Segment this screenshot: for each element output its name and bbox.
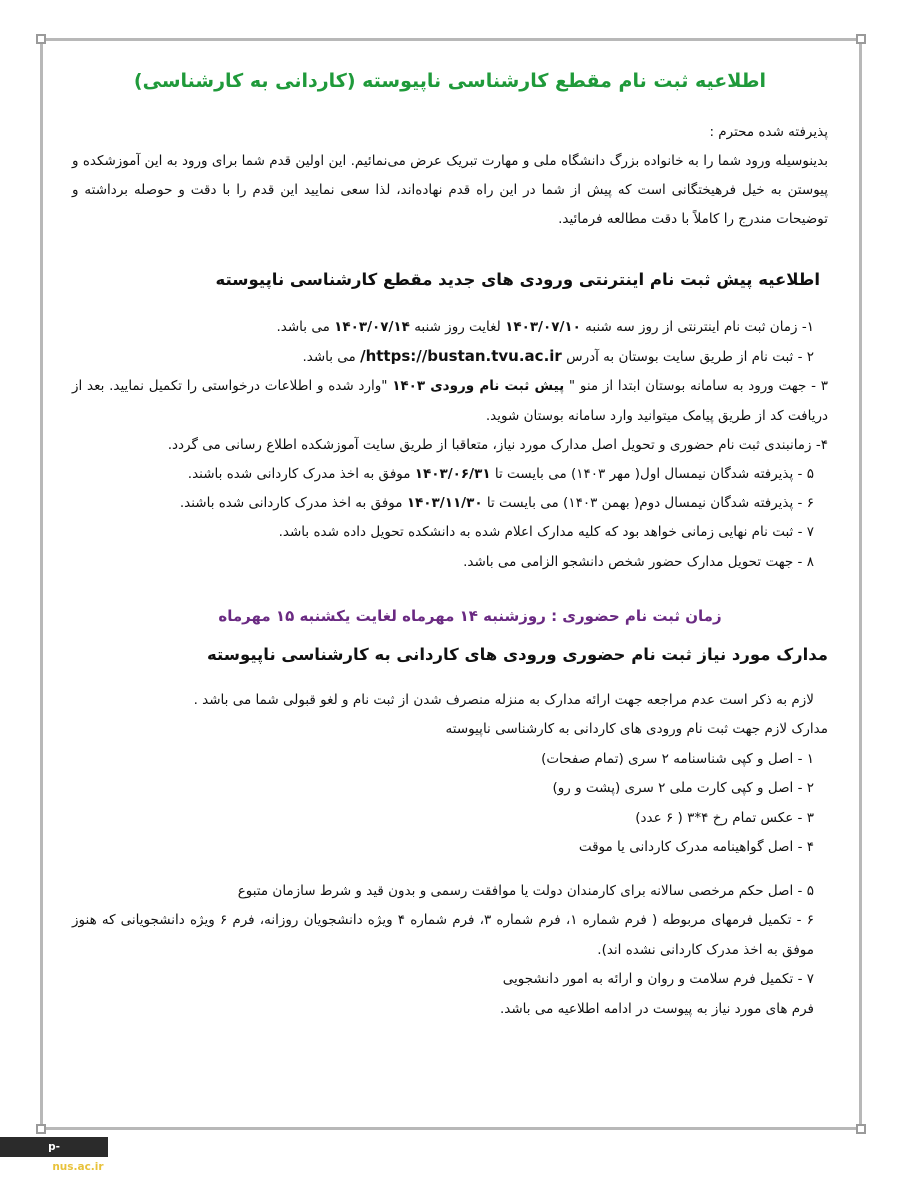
list-item: ۸ - جهت تحویل مدارک حضور شخص دانشجو الزامی می باشد. [463,553,814,570]
documents-note: لازم به ذکر است عدم مراجعه جهت ارائه مدارک به منزله منصرف شدن از ثبت نام و لغو قبولی شما می باشد . [193,691,814,708]
in-person-registration-time: زمان ثبت نام حضوری : روزشنبه ۱۴ مهرماه لغایت یکشنبه ۱۵ مهرماه [218,606,722,625]
border-corner [36,34,46,44]
list-item: ۲ - اصل و کپی کارت ملی ۲ سری (پشت و رو) [552,780,814,797]
deadline-date: ۱۴۰۳/۱۱/۳۰ [406,495,483,512]
border-corner [856,1124,866,1134]
page-title: اطلاعیه ثبت نام مقطع کارشناسی ناپیوسته (کاردانی به کارشناسی) [133,70,767,92]
closing-note: فرم های مورد نیاز به پیوست در ادامه اطلاعیه می باشد. [499,1000,814,1017]
list-item: ۶ - پذیرفته شدگان نیمسال دوم( بهمن ۱۴۰۳) می بایست تا ۱۴۰۳/۱۱/۳۰ موفق به اخذ مدرک کاردانی شده باشند. [179,495,814,512]
site-logo: p-shirvan.nus.ac.ir [0,1137,108,1157]
list-item: ۵ - اصل حکم مرخصی سالانه برای کارمندان دولت یا موافقت رسمی و بدون قید و شرط سازمان متبوع [237,882,814,899]
deadline-date: ۱۴۰۳/۰۶/۳۱ [414,466,491,483]
intro-paragraph: بدینوسیله ورود شما را به خانواده بزرگ دانشگاه ملی و مهارت تبریک عرض می‌نمائیم. این اولین قدم شما برای ورود به این آموزشکده و پیوستن به خیل فرهیختگانی است که پیش از شما در این راه قدم نهاده‌اند، لذا سعی نمایید این قدم را با دقت و حوصله برداشته و توضیحات مندرج را کاملاً با دقت مطالعه فرمائید. [72,153,828,227]
required-documents-continued [72,877,828,1025]
registration-url: https://bustan.tvu.ac.ir/ [360,347,562,366]
list-item: ۷ - تکمیل فرم سلامت و روان و ارائه به امور دانشجویی [502,971,814,988]
list-item: ۴- زمانبندی ثبت نام حضوری و تحویل اصل مدارک مورد نیاز، متعاقبا از طریق سایت آموزشکده اطلاع رسانی می گردد. [167,436,828,453]
border-corner [856,34,866,44]
list-item: ۳ - عکس تمام رخ ۴*۳ ( ۶ عدد) [635,809,814,826]
menu-name: پیش ثبت نام ورودی ۱۴۰۳ [392,378,565,395]
end-date: ۱۴۰۳/۰۷/۱۴ [334,319,410,335]
required-documents-heading: مدارک مورد نیاز ثبت نام حضوری ورودی های کاردانی به کارشناسی ناپیوسته [207,644,828,664]
list-item: ۳ - جهت ورود به سامانه بوستان ابتدا از منو " پیش ثبت نام ورودی ۱۴۰۳ "وارد شده و اطلاعات درخواستی را تکمیل نمایید. بعد از دریافت کد از طریق پیامک میتوانید وارد سامانه بوستان شوید. [72,378,828,424]
list-item: ۴ - اصل گواهینامه مدرک کاردانی یا موقت [578,839,814,856]
list-item: ۶ - تکمیل فرمهای مربوطه ( فرم شماره ۱، فرم شماره ۳، فرم شماره ۴ ویژه دانشجویان روزانه، فرم ۶ ویژه دانشجویانی که هنوز موفق به اخذ مدرک کاردانی نشده اند). [72,912,814,958]
list-item: ۵ - پذیرفته شدگان نیمسال اول( مهر ۱۴۰۳) می بایست تا ۱۴۰۳/۰۶/۳۱ موفق به اخذ مدرک کاردانی شده باشند. [187,466,814,483]
required-documents [72,686,828,863]
start-date: ۱۴۰۳/۰۷/۱۰ [505,319,581,335]
greeting: پذیرفته شده محترم : [709,124,828,140]
border-corner [36,1124,46,1134]
list-item: ۷ - ثبت نام نهایی زمانی خواهد بود که کلیه مدارک اعلام شده به دانشکده تحویل داده شده باشد. [278,524,814,541]
list-item: ۱ - اصل و کپی شناسنامه ۲ سری (تمام صفحات) [541,750,814,767]
list-item: ۱- زمان ثبت نام اینترنتی از روز سه شنبه ۱۴۰۳/۰۷/۱۰ لغایت روز شنبه ۱۴۰۳/۰۷/۱۴ می باشد. [276,319,814,335]
pre-registration-list [72,313,828,577]
document-body [72,62,828,1102]
list-item: ۲ - ثبت نام از طریق سایت بوستان به آدرس https://bustan.tvu.ac.ir/ می باشد. [302,347,814,366]
documents-list-title: مدارک لازم جهت ثبت نام ورودی های کاردانی به کارشناسی ناپیوسته [445,721,828,738]
pre-registration-heading: اطلاعیه پیش ثبت نام اینترنتی ورودی های جدید مقطع کارشناسی ناپیوسته [215,270,820,289]
